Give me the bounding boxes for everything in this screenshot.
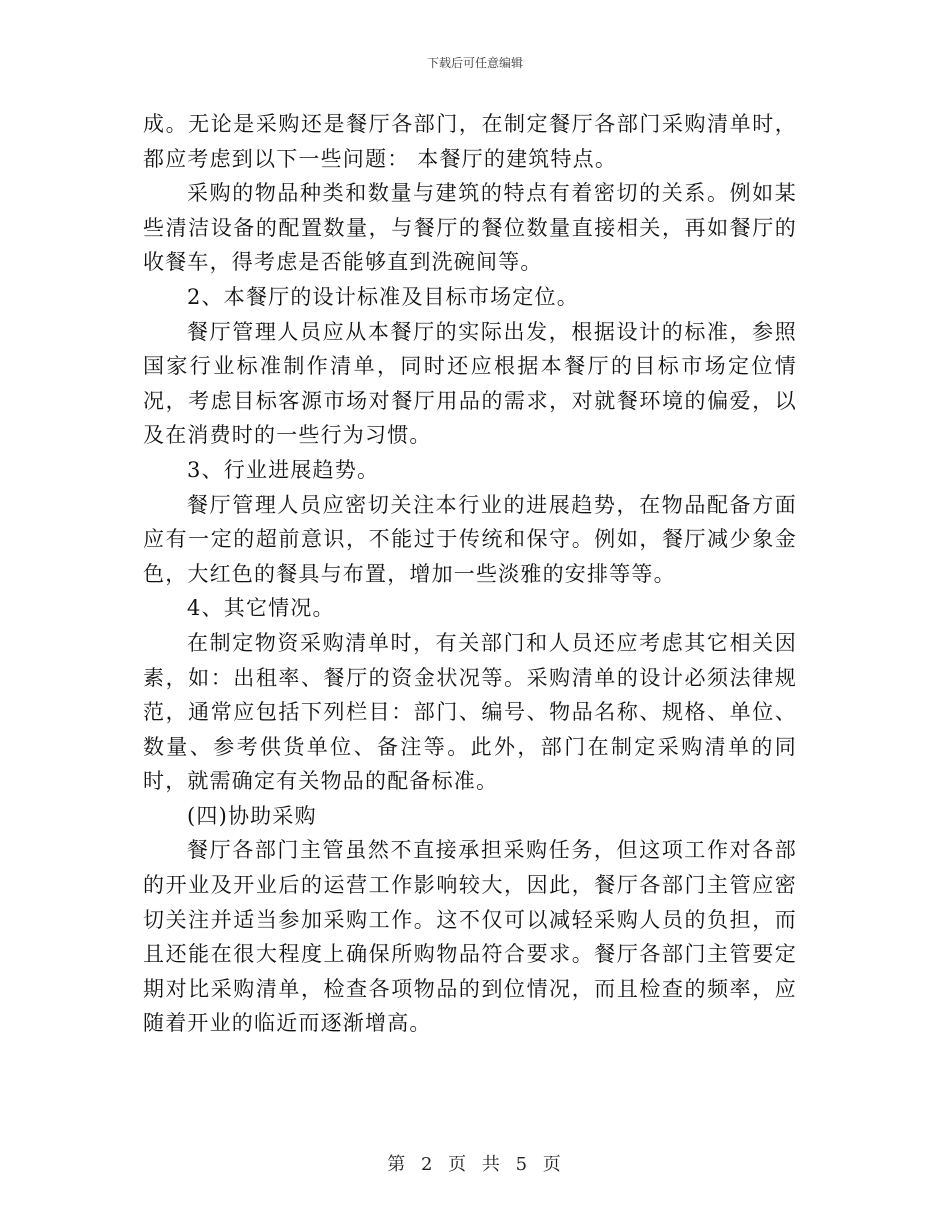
paragraph-1: 成。无论是采购还是餐厅各部门，在制定餐厅各部门采购清单时，都应考虑到以下一些问题： 本餐厅的建筑特点。 (143, 112, 797, 171)
paragraph-5: 在制定物资采购清单时，有关部门和人员还应考虑其它相关因素，如：出租率、餐厅的资金状况等。采购清单的设计必须法律规范，通常应包括下列栏目：部门、编号、物品名称、规格、单位、数量、参考供货单位、备注等。此外，部门在制定采购清单的同时，就需确定有关物品的配备标准。 (143, 630, 797, 794)
paragraph-4: 餐厅管理人员应密切关注本行业的进展趋势，在物品配备方面应有一定的超前意识，不能过于传统和保守。例如，餐厅减少象金色，大红色的餐具与布置，增加一些淡雅的安排等等。 (143, 492, 797, 586)
paragraph-2: 采购的物品种类和数量与建筑的特点有着密切的关系。例如某些清洁设备的配置数量，与餐厅的餐位数量直接相关，再如餐厅的收餐车，得考虑是否能够直到洗碗间等。 (143, 181, 797, 275)
section-heading-assist-purchasing: (四)协助采购 (187, 803, 317, 828)
section-heading-4: 4、其它情况。 (187, 596, 335, 621)
page-footer: 第 2 页 共 5 页 (387, 1154, 563, 1175)
document-body (143, 107, 797, 1041)
section-heading-2: 2、本餐厅的设计标准及目标市场定位。 (187, 284, 579, 309)
section-heading-3: 3、行业进展趋势。 (187, 457, 380, 482)
paragraph-6: 餐厅各部门主管虽然不直接承担采购任务，但这项工作对各部的开业及开业后的运营工作影响较大，因此，餐厅各部门主管应密切关注并适当参加采购工作。这不仅可以减轻采购人员的负担，而且还能在很大程度上确保所购物品符合要求。餐厅各部门主管要定期对比采购清单，检查各项物品的到位情况，而且检查的频率，应随着开业的临近而逐渐增高。 (143, 838, 797, 1036)
page-header: 下载后可任意编辑 (426, 56, 523, 70)
paragraph-3: 餐厅管理人员应从本餐厅的实际出发，根据设计的标准，参照国家行业标准制作清单，同时还应根据本餐厅的目标市场定位情况，考虑目标客源市场对餐厅用品的需求，对就餐环境的偏爱，以及在消费时的一些行为习惯。 (143, 319, 797, 448)
